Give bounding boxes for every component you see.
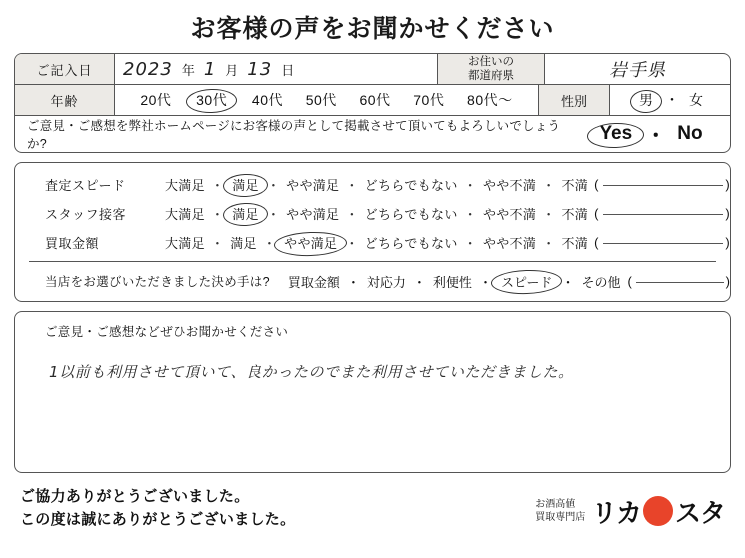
rating-speed-sep-3: ・ bbox=[463, 178, 477, 193]
rating-speed-sep-1: ・ bbox=[266, 178, 281, 193]
consent-separator: ・ bbox=[646, 125, 666, 147]
rating-options-staff bbox=[165, 204, 730, 223]
date-label: ご記入日 bbox=[15, 54, 115, 84]
date-month-unit: 月 bbox=[225, 62, 239, 78]
brand-tagline bbox=[535, 498, 585, 525]
rating-staff-paren-close: ) bbox=[725, 206, 730, 221]
customer-info-box bbox=[14, 53, 731, 153]
rating-price-paren-close: ) bbox=[725, 235, 730, 250]
sex-options bbox=[610, 85, 730, 115]
sex-label: 性別 bbox=[538, 85, 610, 115]
rating-price-sep-0: ・ bbox=[210, 236, 225, 251]
rating-price-sep-2: ・ bbox=[345, 236, 359, 251]
rating-speed-opt-4[interactable]: やや不満 bbox=[482, 178, 537, 193]
thanks-message bbox=[20, 485, 295, 532]
age-option-40[interactable]: 40代 bbox=[251, 92, 283, 108]
rating-speed-opt-3[interactable]: どちらでもない bbox=[364, 178, 458, 193]
brand-logo bbox=[535, 493, 725, 532]
rating-speed-opt-5[interactable]: 不満 bbox=[561, 178, 589, 193]
rating-options-price bbox=[165, 233, 730, 252]
decide-opt-price[interactable]: 買取金額 bbox=[287, 274, 340, 290]
decide-sep-0: ・ bbox=[346, 274, 360, 290]
rating-price-opt-1[interactable]: 満足 bbox=[230, 236, 257, 251]
brand-text-right: スタ bbox=[674, 497, 725, 528]
age-option-60[interactable]: 60代 bbox=[359, 92, 391, 108]
page-title: お客様の声をお聞かせください bbox=[190, 15, 555, 43]
consent-options bbox=[570, 116, 730, 152]
ratings-box bbox=[14, 162, 731, 302]
rating-staff-opt-1-selected[interactable]: 満足 bbox=[230, 204, 261, 223]
date-month-value: 1 bbox=[203, 58, 217, 80]
prefecture-label-line2: 都道府県 bbox=[468, 70, 514, 82]
age-option-20[interactable]: 20代 bbox=[140, 92, 172, 108]
rating-speed-sep-2: ・ bbox=[345, 178, 359, 193]
brand-tagline-line2: 買取専門店 bbox=[535, 512, 586, 523]
rating-price-sep-1: ・ bbox=[262, 236, 277, 251]
rating-speed-opt-0[interactable]: 大満足 bbox=[165, 178, 205, 193]
sex-option-female[interactable]: 女 bbox=[689, 92, 703, 108]
age-option-70[interactable]: 70代 bbox=[413, 92, 445, 108]
row-date-prefecture bbox=[15, 54, 730, 85]
rating-speed-freetext[interactable] bbox=[594, 177, 730, 192]
rating-staff-opt-3[interactable]: どちらでもない bbox=[364, 207, 458, 222]
ratings-divider bbox=[29, 261, 716, 262]
rating-label-speed: 査定スピード bbox=[45, 178, 126, 193]
brand-tagline-line1: お酒高値 bbox=[535, 498, 576, 510]
date-year-unit: 年 bbox=[181, 62, 195, 78]
rating-price-opt-0[interactable]: 大満足 bbox=[165, 236, 205, 251]
rating-staff-sep-0: ・ bbox=[210, 207, 225, 222]
rating-price-sep-4: ・ bbox=[542, 236, 556, 251]
age-option-50[interactable]: 50代 bbox=[305, 92, 337, 108]
comment-label: ご意見・ご感想などぜひお聞かせください bbox=[45, 325, 289, 339]
rating-staff-opt-5[interactable]: 不満 bbox=[561, 207, 589, 222]
prefecture-label-line1: お住いの bbox=[468, 55, 514, 68]
rating-row-price bbox=[15, 228, 730, 257]
comment-handwritten-text: 1以前も利用させて頂いて、良かったのでまた利用させていただきました。 bbox=[49, 363, 574, 381]
rating-price-opt-2-selected[interactable]: やや満足 bbox=[282, 233, 339, 252]
rating-row-staff bbox=[15, 199, 730, 228]
rating-price-sep-3: ・ bbox=[463, 236, 477, 251]
rating-speed-write-line bbox=[603, 185, 724, 186]
rating-speed-sep-0: ・ bbox=[210, 178, 225, 193]
decide-sep-1: ・ bbox=[412, 274, 426, 290]
decide-opt-convenience[interactable]: 利便性 bbox=[432, 274, 472, 290]
decide-sep-2: ・ bbox=[478, 274, 492, 290]
rating-speed-opt-2[interactable]: やや満足 bbox=[286, 178, 340, 193]
decide-question: 当店をお選びいただきました決め手は? bbox=[45, 275, 270, 289]
rating-speed-sep-4: ・ bbox=[542, 178, 556, 193]
rating-price-opt-4[interactable]: やや不満 bbox=[482, 236, 537, 251]
rating-options-speed bbox=[165, 175, 730, 194]
date-value bbox=[115, 54, 437, 84]
thanks-line-2: この度は誠にありがとうございました。 bbox=[20, 511, 296, 529]
rating-row-speed bbox=[15, 170, 730, 199]
thanks-line-1: ご協力ありがとうございました。 bbox=[20, 488, 250, 505]
rating-staff-sep-2: ・ bbox=[345, 207, 359, 222]
age-option-30-selected[interactable]: 30代 bbox=[196, 92, 228, 108]
row-age-sex bbox=[15, 85, 730, 116]
decide-opt-speed-selected[interactable]: スピード bbox=[499, 272, 554, 291]
brand-wordmark bbox=[591, 493, 725, 530]
rating-staff-write-line bbox=[603, 214, 724, 215]
decide-options bbox=[288, 272, 730, 291]
prefecture-value: 岩手県 bbox=[609, 60, 666, 81]
rating-label-price: 買取金額 bbox=[45, 236, 100, 251]
rating-staff-sep-1: ・ bbox=[266, 207, 281, 222]
date-year-value: 2023 bbox=[123, 58, 173, 80]
rating-price-freetext[interactable] bbox=[594, 235, 730, 250]
rating-price-opt-3[interactable]: どちらでもない bbox=[364, 236, 458, 251]
sex-option-male-selected[interactable]: 男 bbox=[639, 92, 653, 108]
rating-staff-sep-3: ・ bbox=[463, 207, 477, 222]
date-day-value: 13 bbox=[247, 58, 273, 80]
date-day-unit: 日 bbox=[281, 62, 295, 78]
decide-paren-open: ( bbox=[627, 273, 632, 289]
rating-staff-opt-4[interactable]: やや不満 bbox=[482, 207, 537, 222]
sex-separator: ・ bbox=[665, 92, 679, 108]
age-option-80[interactable]: 80代～ bbox=[467, 92, 513, 108]
rating-speed-paren-close: ) bbox=[725, 177, 730, 192]
age-options bbox=[115, 85, 538, 115]
rating-staff-sep-4: ・ bbox=[542, 207, 556, 222]
rating-price-paren-open: ( bbox=[594, 235, 599, 250]
prefecture-label bbox=[437, 54, 545, 84]
decide-write-line bbox=[636, 282, 724, 283]
age-label: 年齢 bbox=[15, 85, 115, 115]
comment-box bbox=[14, 311, 731, 473]
decide-row bbox=[15, 268, 730, 294]
decide-paren-close: ) bbox=[725, 273, 730, 289]
decide-opt-support[interactable]: 対応力 bbox=[366, 274, 406, 290]
footer bbox=[14, 485, 731, 532]
decide-freetext[interactable] bbox=[627, 274, 730, 289]
rating-speed-paren-open: ( bbox=[594, 177, 599, 192]
brand-text-left: リカ bbox=[591, 497, 641, 528]
consent-no[interactable]: No bbox=[677, 123, 703, 144]
rating-staff-paren-open: ( bbox=[594, 206, 599, 221]
rating-price-write-line bbox=[603, 243, 724, 244]
prefecture-value-cell bbox=[545, 54, 730, 84]
consent-yes-selected[interactable]: Yes bbox=[599, 123, 633, 144]
rating-staff-freetext[interactable] bbox=[594, 206, 730, 221]
decide-opt-other[interactable]: その他 bbox=[581, 274, 621, 290]
rating-staff-opt-0[interactable]: 大満足 bbox=[165, 207, 205, 222]
rating-speed-opt-1-selected[interactable]: 満足 bbox=[230, 175, 261, 194]
decide-sep-3: ・ bbox=[561, 274, 575, 290]
rating-staff-opt-2[interactable]: やや満足 bbox=[286, 207, 340, 222]
brand-circle-icon bbox=[643, 496, 673, 526]
rating-label-staff: スタッフ接客 bbox=[45, 207, 127, 222]
rating-price-opt-5[interactable]: 不満 bbox=[561, 236, 589, 251]
row-consent bbox=[15, 116, 730, 152]
consent-question: ご意見・ご感想を弊社ホームページにお客様の声として掲載させて頂いてもよろしいでしょうか? bbox=[27, 119, 561, 151]
